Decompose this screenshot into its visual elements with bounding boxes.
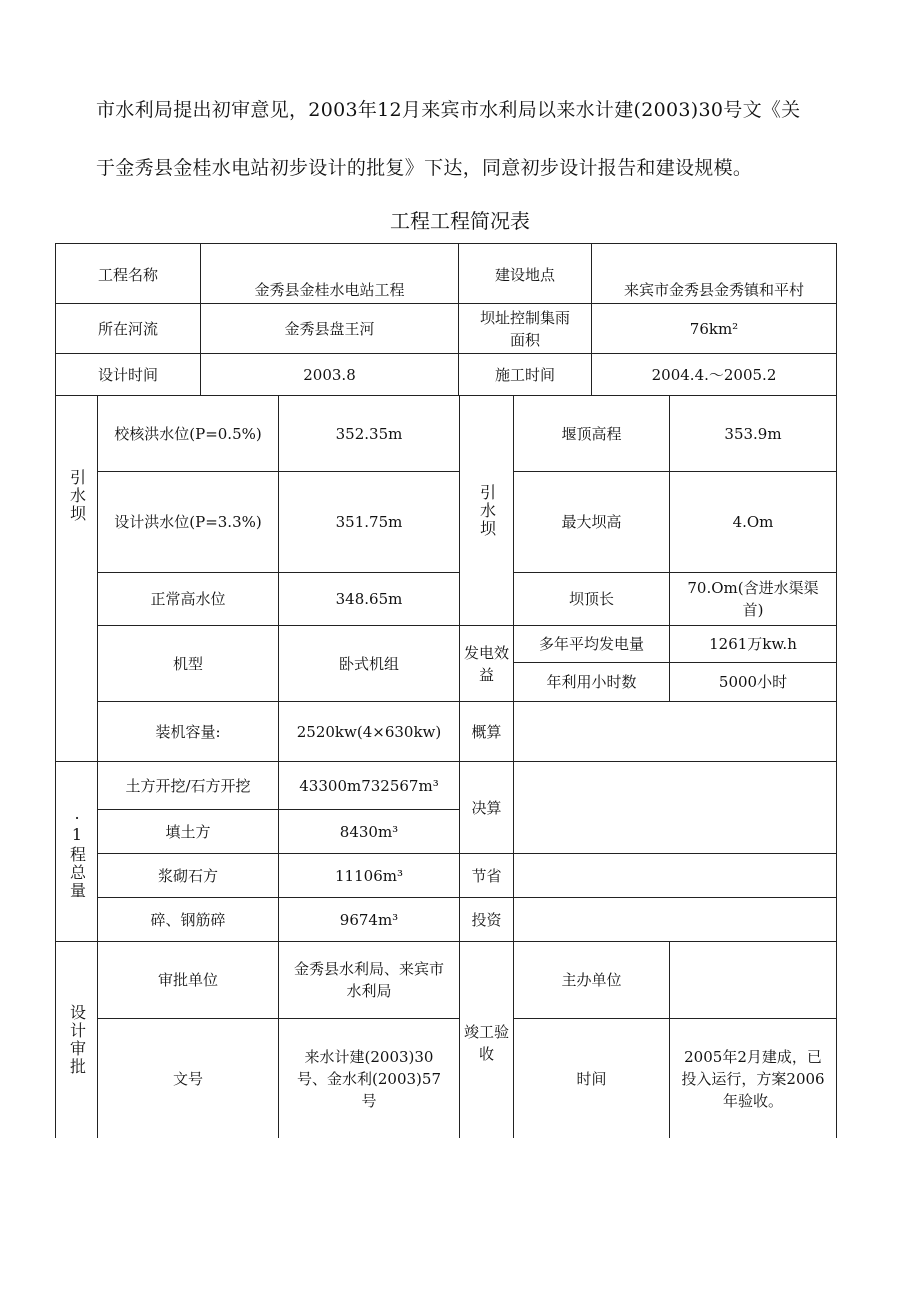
estimate-label: 概算 [471, 722, 502, 741]
catchment-area-value: 76km² [689, 319, 739, 338]
max-height-label: 最大坝高 [561, 513, 622, 531]
design-flood-label: 设计洪水位(P=3.3%) [114, 513, 262, 531]
dam-section-label-right: 引水坝 [477, 483, 497, 538]
installed-capacity-value: 2520kw(4×630kw) [296, 722, 442, 741]
earth-excavation-value: 43300m732567m³ [299, 776, 439, 795]
design-time-label: 设计时间 [97, 365, 158, 384]
approval-unit-label: 审批单位 [157, 971, 218, 989]
project-name-value: 金秀县金桂水电站工程 [254, 281, 405, 299]
power-benefit-label: 发电效益 [463, 643, 509, 684]
saving-label: 节省 [471, 866, 502, 885]
max-height-value: 4.Om [732, 513, 774, 531]
river-label: 所在河流 [97, 319, 158, 338]
masonry-value: 11106m³ [335, 866, 403, 885]
normal-level-value: 348.65m [335, 590, 403, 608]
crest-length-value: 70.Om(含进水渠渠首) [687, 579, 819, 619]
time-value: 2005年2月建成，已投入运行，方案2006年验收。 [681, 1047, 825, 1110]
concrete-value: 9674m³ [339, 910, 399, 929]
intro-paragraph [96, 81, 846, 197]
utilization-hours-label: 年利用小时数 [546, 673, 637, 691]
river-value: 金秀县盘王河 [284, 319, 375, 338]
installed-capacity-label: 装机容量: [155, 722, 221, 741]
location-value: 来宾市金秀县金秀镇和平村 [623, 281, 804, 299]
concrete-label: 碎、钢筋碎 [150, 910, 226, 929]
quantities-section-label: .1程总量 [67, 803, 87, 900]
construction-time-label: 施工时间 [494, 365, 555, 384]
weir-top-value: 353.9m [724, 424, 782, 443]
avg-generation-value: 1261万kw.h [709, 635, 797, 653]
doc-number-value: 来水计建(2003)30号、金水利(2003)57号 [297, 1047, 441, 1110]
final-account-label: 决算 [471, 798, 502, 817]
crest-length-label: 坝顶长 [568, 590, 614, 608]
weir-top-label: 堰顶高程 [561, 424, 622, 443]
avg-generation-label: 多年平均发电量 [538, 635, 644, 653]
dam-section-label: 引水坝 [67, 469, 87, 523]
check-flood-value: 352.35m [335, 424, 403, 443]
location-label: 建设地点 [494, 266, 555, 284]
utilization-hours-value: 5000小时 [718, 673, 788, 691]
time-label: 时间 [576, 1069, 607, 1088]
unit-type-value: 卧式机组 [338, 654, 399, 673]
fill-value: 8430m³ [339, 822, 399, 841]
design-flood-value: 351.75m [335, 513, 403, 531]
table-title: 工程工程简况表 [390, 209, 530, 233]
construction-time-value: 2004.4.～2005.2 [651, 365, 777, 384]
check-flood-label: 校核洪水位(P=0.5%) [114, 424, 262, 443]
paragraph-line-2: 于金秀县金桂水电站初步设计的批复》下达，同意初步设计报告和建设规模。 [96, 157, 753, 179]
unit-type-label: 机型 [172, 654, 203, 673]
catchment-area-label: 坝址控制集雨面积 [479, 308, 570, 349]
fill-label: 填土方 [165, 822, 211, 841]
earth-excavation-label: 土方开挖/石方开挖 [125, 776, 251, 795]
normal-level-label: 正常高水位 [150, 590, 226, 608]
approval-section-label: 设计审批 [67, 1004, 87, 1076]
doc-number-label: 文号 [172, 1069, 203, 1088]
project-name-label: 工程名称 [97, 266, 158, 284]
completion-acceptance-label: 竣工验收 [463, 1023, 509, 1063]
approval-unit-value: 金秀县水利局、来宾市水利局 [293, 960, 444, 1000]
design-time-value: 2003.8 [303, 365, 356, 384]
masonry-label: 浆砌石方 [157, 866, 218, 885]
investment-label: 投资 [471, 910, 502, 929]
paragraph-line-1: 市水利局提出初审意见，2003年12月来宾市水利局以来水计建(2003)30号文《关 [96, 99, 801, 121]
host-unit-label: 主办单位 [561, 971, 622, 989]
